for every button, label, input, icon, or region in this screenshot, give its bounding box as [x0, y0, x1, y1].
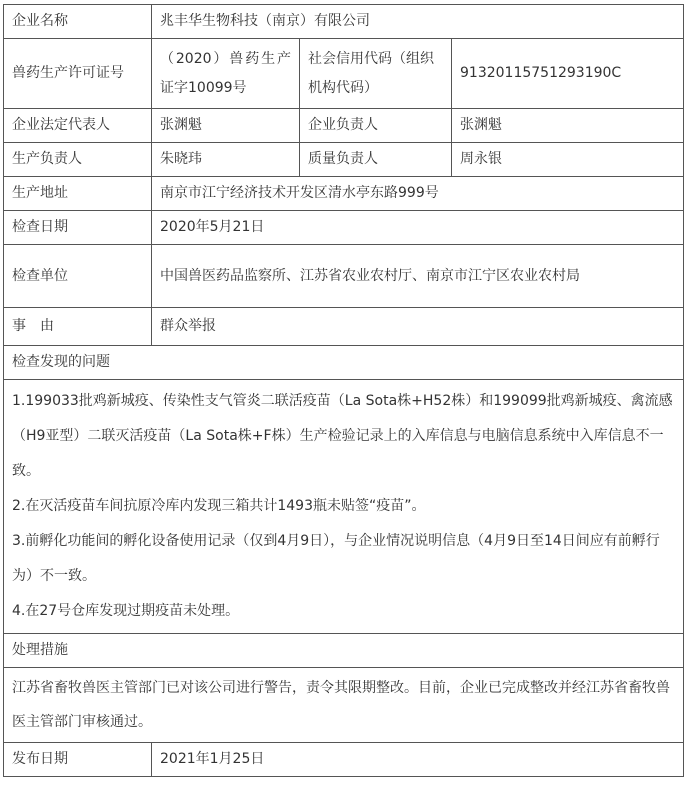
credit-code-label: 社会信用代码（组织机构代码） [300, 39, 452, 109]
row-license [4, 39, 684, 109]
publish-date-value: 2021年1月25日 [152, 743, 684, 777]
quality-head-label: 质量负责人 [300, 143, 452, 177]
row-findings-list [4, 380, 684, 634]
finding-item: 2.在灭活疫苗车间抗原冷库内发现三箱共计1493瓶未贴签“疫苗”。 [12, 498, 426, 514]
findings-list [4, 380, 684, 634]
row-inspect-unit [4, 245, 684, 308]
company-value: 兆丰华生物科技（南京）有限公司 [152, 5, 684, 39]
publish-date-label: 发布日期 [4, 743, 152, 777]
license-value: （2020）兽药生产证字10099号 [152, 39, 300, 109]
company-head-label: 企业负责人 [300, 109, 452, 143]
quality-head-value: 周永银 [452, 143, 684, 177]
company-head-value: 张渊魁 [452, 109, 684, 143]
reason-label: 事 由 [4, 308, 152, 346]
enforcement-record-table [3, 4, 684, 777]
legal-rep-label: 企业法定代表人 [4, 109, 152, 143]
measures-text: 江苏省畜牧兽医主管部门已对该公司进行警告，责令其限期整改。目前，企业已完成整改并经江苏省畜牧兽医主管部门审核通过。 [4, 668, 684, 743]
row-address [4, 177, 684, 211]
company-label: 企业名称 [4, 5, 152, 39]
row-reason [4, 308, 684, 346]
row-company [4, 5, 684, 39]
inspect-unit-value: 中国兽医药品监察所、江苏省农业农村厅、南京市江宁区农业农村局 [152, 245, 684, 308]
production-head-label: 生产负责人 [4, 143, 152, 177]
row-production [4, 143, 684, 177]
row-measures-heading [4, 634, 684, 668]
measures-heading: 处理措施 [4, 634, 684, 668]
row-measures-text [4, 668, 684, 743]
row-inspect-date [4, 211, 684, 245]
address-label: 生产地址 [4, 177, 152, 211]
finding-item: 4.在27号仓库发现过期疫苗未处理。 [12, 603, 240, 619]
findings-heading: 检查发现的问题 [4, 346, 684, 380]
license-label: 兽药生产许可证号 [4, 39, 152, 109]
inspect-date-value: 2020年5月21日 [152, 211, 684, 245]
inspect-date-label: 检查日期 [4, 211, 152, 245]
row-publish-date [4, 743, 684, 777]
legal-rep-value: 张渊魁 [152, 109, 300, 143]
finding-item: 1.199033批鸡新城疫、传染性支气管炎二联活疫苗（La Sota株+H52株）和199099批鸡新城疫、禽流感（H9亚型）二联灭活疫苗（La Sota株+F株）生产检验记录上的入库信息与电脑信息系统中入库信息不一致。 [12, 393, 673, 479]
reason-value: 群众举报 [152, 308, 684, 346]
address-value: 南京市江宁经济技术开发区清水亭东路999号 [152, 177, 684, 211]
production-head-value: 朱晓玮 [152, 143, 300, 177]
row-legal-rep [4, 109, 684, 143]
row-findings-heading [4, 346, 684, 380]
inspect-unit-label: 检查单位 [4, 245, 152, 308]
credit-code-value: 91320115751293190C [452, 39, 684, 109]
finding-item: 3.前孵化功能间的孵化设备使用记录（仅到4月9日），与企业情况说明信息（4月9日至14日间应有前孵行为）不一致。 [12, 533, 660, 584]
